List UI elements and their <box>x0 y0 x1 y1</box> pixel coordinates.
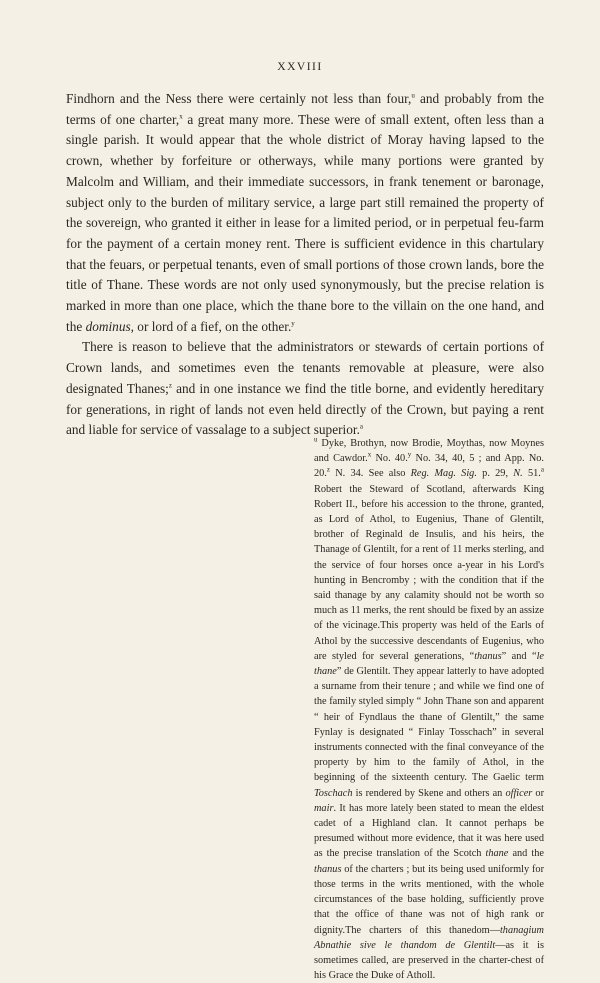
footnote-continuation: $^u$ Dyke, Brothyn, now Brodie, Moythas, now Moynes and Cawdor.$^x$ No. 40.$^y$ No. 34, 40, 5 ; and App. No. 20.$^z$ N. 34. See also Reg. Mag. Sig. p. 29, N. 51.$^a$ Robert the Steward of Scotland, afterwards King Robert II., before his accession to the throne, granted, as Lord of Athol, to Eugenius, Thane of Glentilt, brother of Reginald de Insulis, and his heirs, the Thanage of Glentilt, for a rent of 11 merks sterling, and the service of four horses once a-year in his Lord's hunting in Bencromby ; with the condition that if the said thanage by any calamity should not be worth so much as 11 merks, the rent should be fixed by an assize of the vicinage.This property was held of the Earls of Athol by the successive descendants of Eugenius, who are styled for several generations, “thanus” and “le thane” de Glentilt. They appear latterly to have adopted a surname from their tenure ; and while we find one of the family styled simply “ John Thane son and apparent “ heir of Fyndlaus the thane of Glentilt,” the same Fynlay is designated “ Finlay Tosschach” in several instruments connected with the final conveyance of the property by him to the family of Athol, in the beginning of the sixteenth century. The Gaelic term Toschach is rendered by Skene and others an officer or mair. It has more lately been stated to mean the eldest cadet of a Highland clan. It cannot perhaps be presumed without more evidence, that it was here used as the precise translation of the Scotch thane and the thanus of the charters ; but its being used uniformly for those terms in the writs mentioned, with the whole circumstances of the base holding, sufficiently prove that the office of thane was not of high rank or dignity.The charters of this thanedom—thanagium Abnathie sive le thandom de Glentilt—as it is sometimes called, are preserved in the charter-chest of his Grace the Duke of Atholl. <box>314 435 545 982</box>
footnote-ref-y: y <box>291 319 295 328</box>
footnote-ref-z: z <box>168 381 172 390</box>
footnote-ref-a: a <box>359 422 364 431</box>
footnote-ref-u: u <box>411 91 415 100</box>
footnotes-column-left <box>66 436 296 983</box>
footnotes-column-right <box>314 436 544 983</box>
main-paragraph: There is reason to believe that the administrators or stewards of certain portions of Crown lands, and sometimes even the tenants removable at pleasure, were also designated Thanes;$^z$ and in one instance we find the title borne, and evidently hereditary for generations, in right of lands not even held directly of the Crown, but paying a rent and liable for service of vassalage to a subject superior.$^a$ <box>66 339 544 438</box>
footnotes <box>66 436 544 983</box>
main-paragraph: Findhorn and the Ness there were certainly not less than four,$^u$ and probably from the terms of one charter,$^x$ a great many more. These were of small extent, often less than a single parish. It would appear that the whole district of Moray having lapsed to the crown, whether by forfeiture or otherways, while many portions were granted by Malcolm and William, and their immediate successors, in frank tenement or baronage, subject only to the burden of military service, a large part still remained the property of the sovereign, who granted it either in lease for a limited period, or in perpetual feu-farm for the payment of a certain money rent. There is sufficient evidence in this chartulary that the feuars, or perpetual tenants, even of small portions of those crown lands, bore the title of Thane. These words are not only used synonymously, but the precise relation is marked in more than one place, which the thane bore to the villain on the one hand, and the dominus, or lord of a fief, on the other.$^y$ <box>66 91 544 334</box>
page-number: XXVIII <box>277 61 323 73</box>
main-text <box>66 89 544 441</box>
footnote-ref-x: x <box>179 112 183 121</box>
